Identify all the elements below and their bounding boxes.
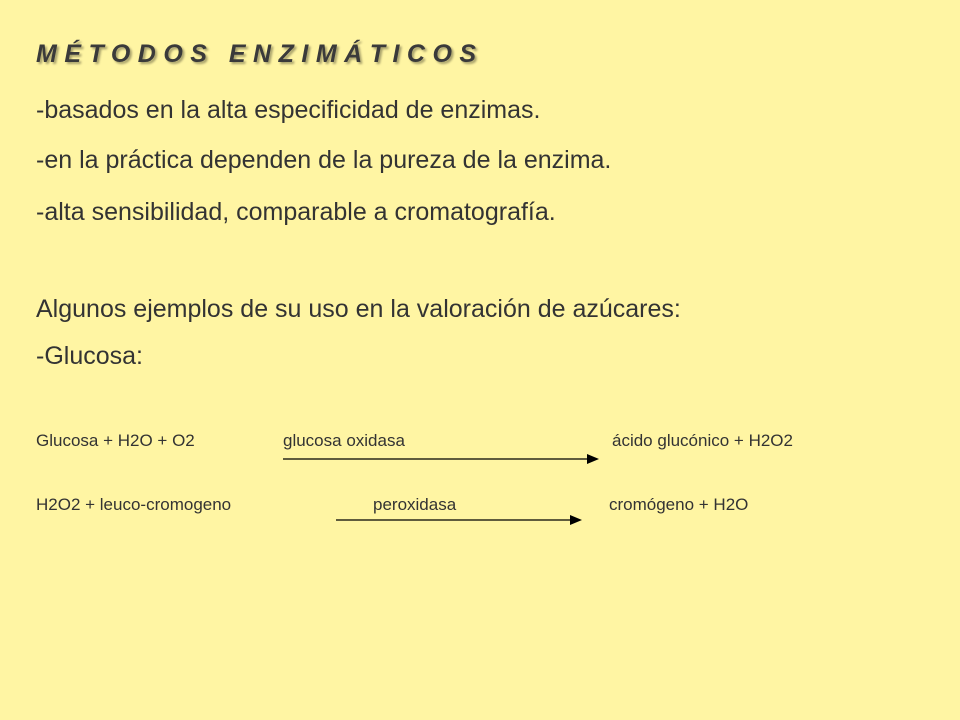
reaction-2-products: cromógeno + H2O — [609, 495, 749, 514]
reaction-1-enzyme: glucosa oxidasa — [283, 431, 405, 450]
slide-title: MÉTODOS ENZIMÁTICOS — [36, 40, 484, 68]
reaction-2-reactants: H2O2 + leuco-cromogeno — [36, 495, 232, 514]
reaction-1-products: ácido glucónico + H2O2 — [612, 431, 793, 450]
glucose-subheading: -Glucosa: — [36, 342, 143, 370]
bullet-specificity: -basados en la alta especificidad de enzimas. — [36, 96, 541, 124]
reaction-1-arrow — [283, 452, 603, 466]
reaction-2-enzyme: peroxidasa — [373, 495, 457, 514]
bullet-sensitivity: -alta sensibilidad, comparable a cromatografía. — [36, 198, 556, 226]
reaction-2-arrow — [336, 513, 586, 527]
reaction-1-reactants: Glucosa + H2O + O2 — [36, 431, 195, 450]
bullet-purity: -en la práctica dependen de la pureza de la enzima. — [36, 146, 612, 174]
examples-intro: Algunos ejemplos de su uso en la valoración de azúcares: — [36, 295, 681, 323]
